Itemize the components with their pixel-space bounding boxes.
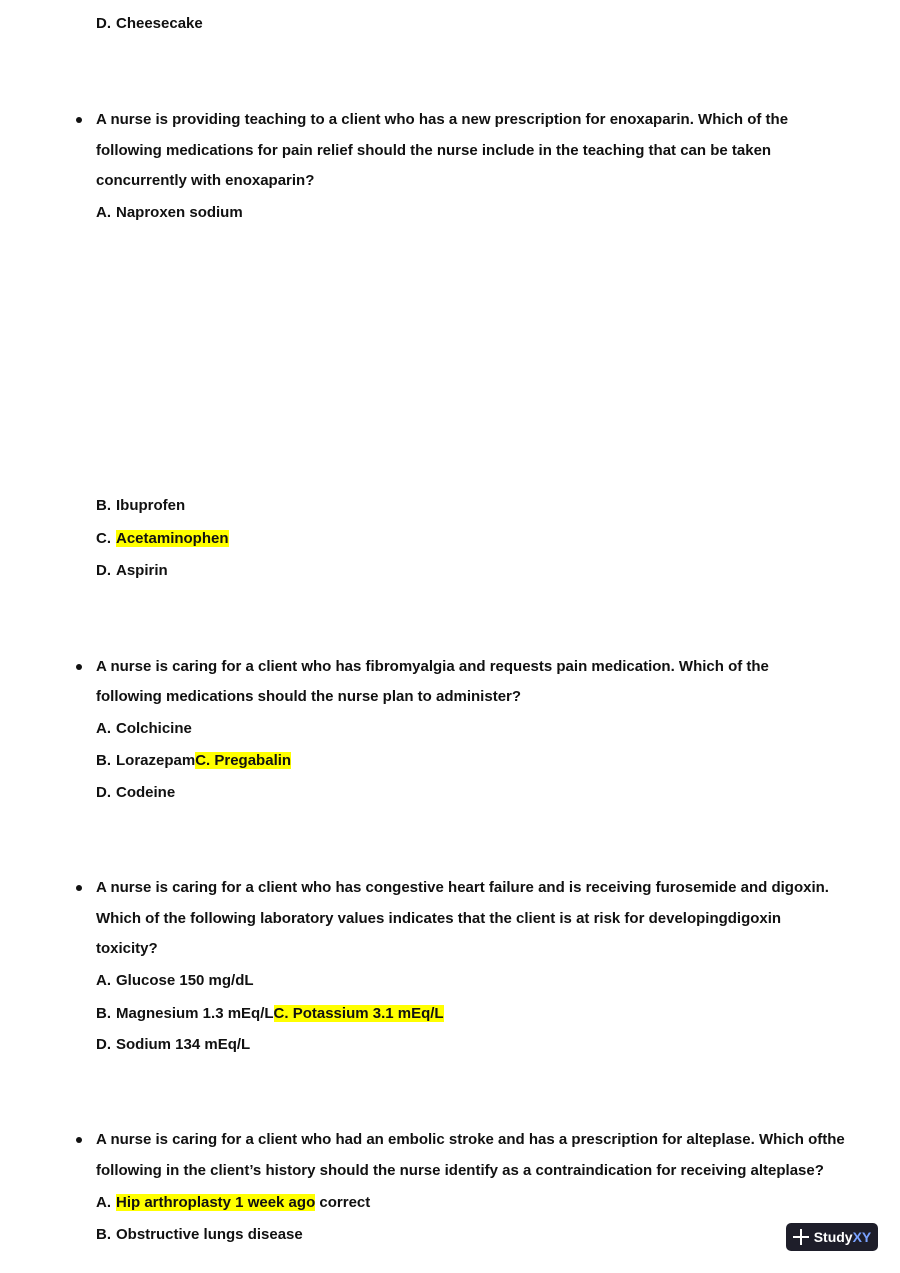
q2-option-d bbox=[96, 783, 175, 803]
option-letter: D. bbox=[96, 562, 111, 579]
correct-answer-highlight: Hip arthroplasty 1 week ago bbox=[116, 1194, 316, 1211]
option-text: Sodium 134 mEq/L bbox=[116, 1036, 251, 1053]
option-letter: B. bbox=[96, 1005, 111, 1022]
bullet-q1 bbox=[76, 117, 82, 123]
q1-option-d bbox=[96, 561, 168, 581]
option-letter: A. bbox=[96, 204, 111, 221]
q3-stem-line-3: toxicity? bbox=[96, 940, 158, 957]
option-letter: B. bbox=[96, 752, 111, 769]
option-text: Aspirin bbox=[116, 562, 168, 579]
option-letter: D. bbox=[96, 1036, 111, 1053]
option-letter: A. bbox=[96, 972, 111, 989]
option-text: Lorazepam bbox=[116, 752, 196, 769]
q4-stem-line-1: A nurse is caring for a client who had an embolic stroke and has a prescription for alteplase. Which ofthe bbox=[96, 1131, 845, 1148]
brand-xy: XY bbox=[852, 1229, 872, 1245]
q2-option-b-c bbox=[96, 751, 291, 771]
q3-stem-line-2: Which of the following laboratory values indicates that the client is at risk for developingdigoxin bbox=[96, 910, 782, 927]
q3-option-d bbox=[96, 1035, 250, 1055]
q1-stem-line-3: concurrently with enoxaparin? bbox=[96, 172, 315, 189]
option-text: Glucose 150 mg/dL bbox=[116, 972, 254, 989]
option-text: Colchicine bbox=[116, 720, 192, 737]
q2-stem-line-2: following medications should the nurse plan to administer? bbox=[96, 688, 522, 705]
q1-stem-line-2: following medications for pain relief should the nurse include in the teaching that can be taken bbox=[96, 142, 772, 159]
option-letter: B. bbox=[96, 497, 111, 514]
option-letter: A. bbox=[96, 720, 111, 737]
option-letter: C. bbox=[96, 530, 111, 547]
option-text: Obstructive lungs disease bbox=[116, 1226, 303, 1243]
correct-answer-highlight: C. Pregabalin bbox=[195, 752, 292, 769]
brand-study: Study bbox=[813, 1229, 853, 1245]
q3-stem-line-1: A nurse is caring for a client who has congestive heart failure and is receiving furosemide and digoxin. bbox=[96, 879, 829, 896]
q1-option-a bbox=[96, 203, 243, 223]
studyxy-badge[interactable] bbox=[786, 1223, 878, 1251]
q4-option-b bbox=[96, 1225, 303, 1245]
correct-note: correct bbox=[315, 1194, 371, 1211]
option-letter: D. bbox=[96, 15, 111, 32]
option-text: Magnesium 1.3 mEq/L bbox=[116, 1005, 274, 1022]
option-letter: B. bbox=[96, 1226, 111, 1243]
option-text: Cheesecake bbox=[116, 15, 203, 32]
q4-stem-line-2: following in the client’s history should the nurse identify as a contraindication for receiving alteplase? bbox=[96, 1162, 824, 1179]
option-d-prev bbox=[96, 14, 203, 34]
option-text: Codeine bbox=[116, 784, 176, 801]
correct-answer-highlight: C. Potassium 3.1 mEq/L bbox=[273, 1005, 444, 1022]
q1-option-b bbox=[96, 496, 185, 516]
bullet-q3 bbox=[76, 885, 82, 891]
option-letter: A. bbox=[96, 1194, 111, 1211]
option-letter: D. bbox=[96, 784, 111, 801]
q1-stem-line-1: A nurse is providing teaching to a client who has a new prescription for enoxaparin. Which of the bbox=[96, 111, 789, 128]
correct-answer-highlight: Acetaminophen bbox=[116, 530, 229, 547]
q4-option-a bbox=[96, 1193, 370, 1213]
q3-option-a bbox=[96, 971, 254, 991]
q1-option-c bbox=[96, 529, 229, 549]
option-text: Ibuprofen bbox=[116, 497, 186, 514]
plus-icon bbox=[793, 1229, 809, 1245]
bullet-q2 bbox=[76, 664, 82, 670]
q2-option-a bbox=[96, 719, 192, 739]
q3-option-b-c bbox=[96, 1004, 444, 1024]
q2-stem-line-1: A nurse is caring for a client who has fibromyalgia and requests pain medication. Which of the bbox=[96, 658, 769, 675]
option-text: Naproxen sodium bbox=[116, 204, 243, 221]
brand-name bbox=[814, 1229, 872, 1245]
bullet-q4 bbox=[76, 1137, 82, 1143]
